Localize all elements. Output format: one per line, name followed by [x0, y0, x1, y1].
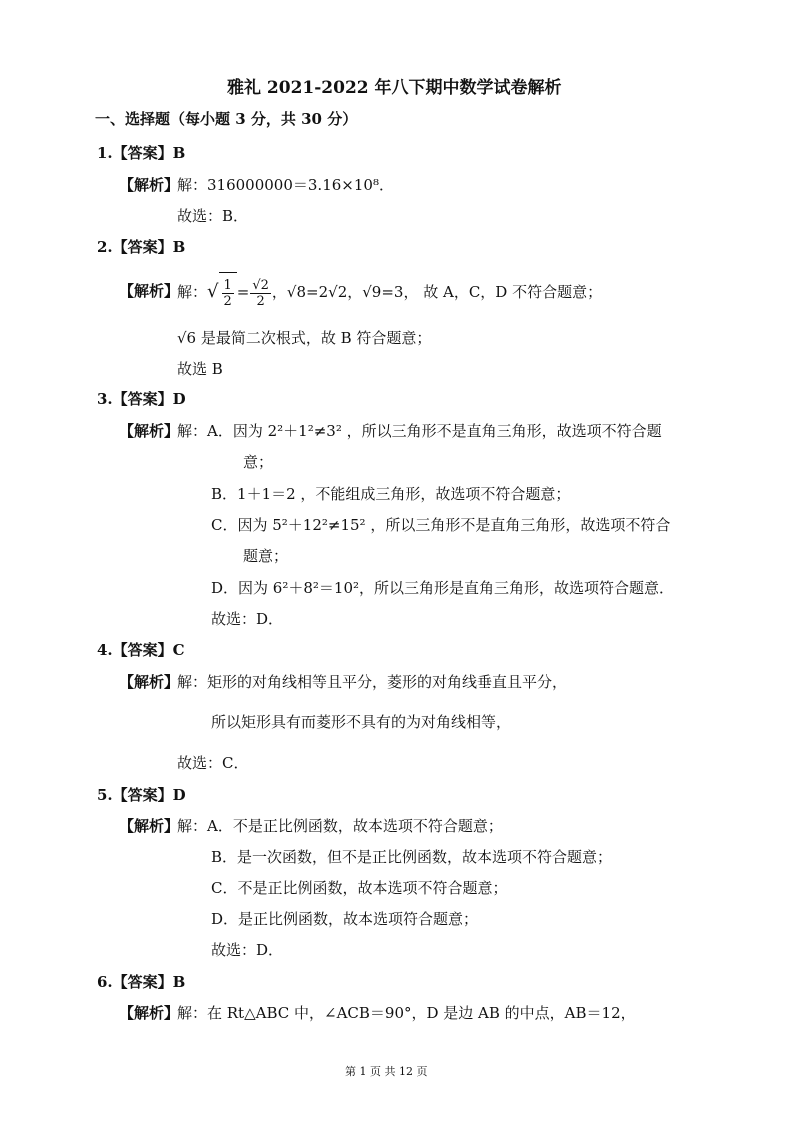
q3-lineC: C．因为 5²＋12²≠15² ，所以三角形不是直角三角形，故选项不符合: [211, 516, 671, 534]
q5-analysis-label: 【解析】: [119, 817, 180, 835]
q5-final: 故选：D．: [211, 941, 284, 959]
q3-answer: 3.【答案】D: [97, 390, 186, 408]
q4-analysis-label: 【解析】: [119, 673, 180, 691]
q2-analysis-label: 【解析】: [119, 282, 180, 300]
q5-lineD: D．是正比例函数，故本选项符合题意；: [211, 910, 479, 928]
section-heading: 一、选择题（每小题 3 分，共 30 分）: [95, 110, 358, 128]
q3-lineC2: 题意；: [243, 547, 289, 565]
q1-line1: 解：316000000＝3.16×10⁸．: [177, 176, 394, 194]
q5-lineB: B．是一次函数，但不是正比例函数，故本选项不符合题意；: [211, 848, 613, 866]
page-number-footer: 第 1 页 共 12 页: [345, 1065, 428, 1078]
q2-line1: 解：√ $\frac{1}{2}$ = $\frac{√2}{2}$ ，√8=2√2，√9=3， 故 A，C，D 不符合题意；: [177, 272, 602, 311]
q2-answer: 2.【答案】B: [97, 238, 186, 256]
q1-line2: 故选：B．: [177, 207, 249, 225]
q3-lineA2: 意；: [243, 453, 274, 471]
q6-analysis-label: 【解析】: [119, 1004, 180, 1022]
q3-analysis-label: 【解析】: [119, 422, 180, 440]
q6-line1: 解：在 Rt△ABC 中，∠ACB＝90°，D 是边 AB 的中点，AB＝12，: [177, 1004, 636, 1022]
q1-analysis-label: 【解析】: [119, 176, 180, 194]
q3-final: 故选：D．: [211, 610, 284, 628]
q2-line2: √6 是最简二次根式，故 B 符合题意；: [177, 329, 432, 347]
q2-prefix: 解：: [177, 283, 208, 301]
q5-lineC: C．不是正比例函数，故本选项不符合题意；: [211, 879, 508, 897]
q6-answer: 6.【答案】B: [97, 973, 186, 991]
q4-final: 故选：C．: [177, 754, 249, 772]
q1-answer: 1.【答案】B: [97, 144, 186, 162]
q4-line1: 解：矩形的对角线相等且平分，菱形的对角线垂直且平分，: [177, 673, 568, 691]
q4-line2: 所以矩形具有而菱形不具有的为对角线相等，: [211, 713, 512, 731]
q3-lineD: D．因为 6²＋8²＝10²，所以三角形是直角三角形，故选项符合题意．: [211, 579, 675, 597]
q5-lineA: 解：A．不是正比例函数，故本选项不符合题意；: [177, 817, 503, 835]
sqrt-half-formula: √: [207, 281, 219, 302]
q2-line3: 故选 B: [177, 360, 223, 378]
q3-lineA: 解：A．因为 2²＋1²≠3² ，所以三角形不是直角三角形，故选项不符合题: [177, 422, 662, 440]
page-title: 雅礼 2021-2022 年八下期中数学试卷解析: [227, 78, 562, 98]
q2-line1-rest: ，√8=2√2，√9=3， 故 A，C，D 不符合题意；: [271, 283, 603, 301]
q4-answer: 4.【答案】C: [97, 641, 185, 659]
q5-answer: 5.【答案】D: [97, 786, 186, 804]
q3-lineB: B．1＋1＝2 ，不能组成三角形，故选项不符合题意；: [211, 485, 571, 503]
